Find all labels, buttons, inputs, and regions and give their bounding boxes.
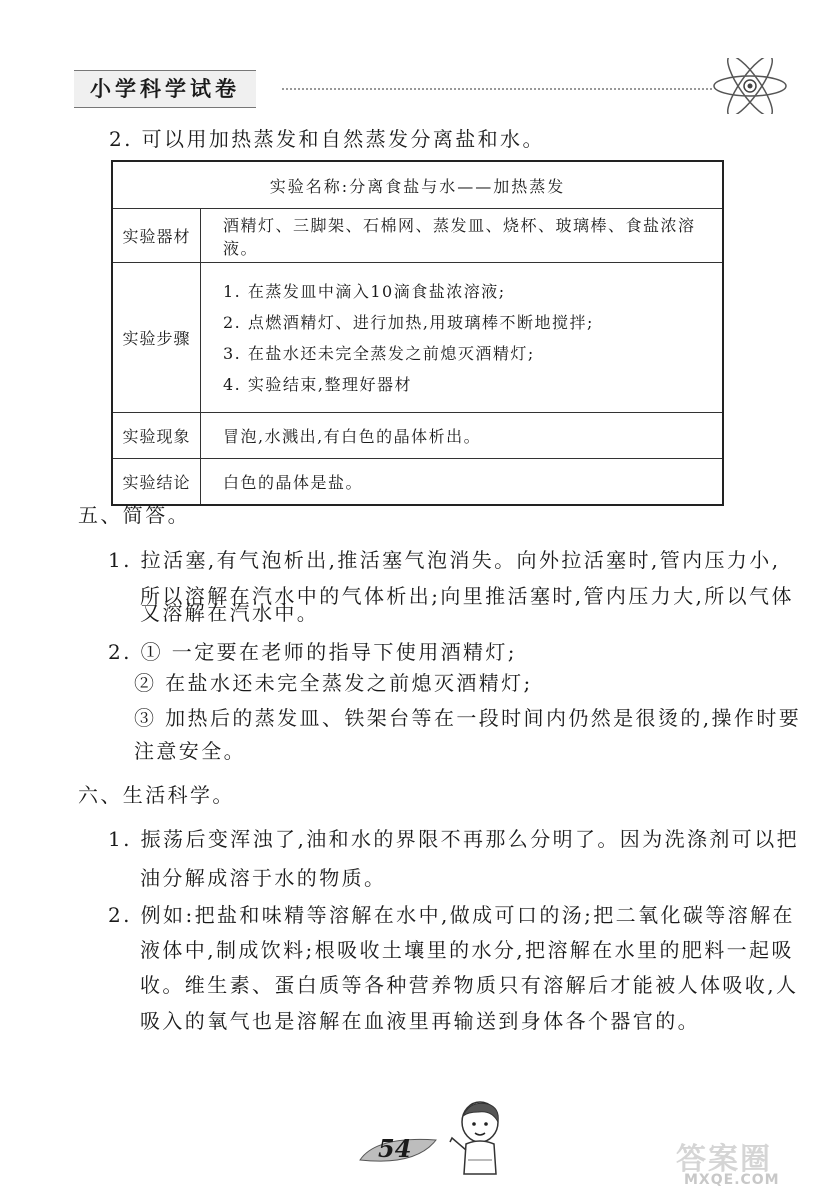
section5-line: ② 在盐水还未完全蒸发之前熄灭酒精灯;	[134, 671, 533, 695]
section6-heading: 六、生活科学。	[78, 783, 235, 807]
section5-heading: 五、简答。	[78, 503, 190, 527]
section6-line: 2. 例如:把盐和味精等溶解在水中,做成可口的汤;把二氧化碳等溶解在	[108, 903, 795, 927]
table-row-steps	[201, 263, 724, 413]
section5-line: 所以溶解在汽水中的气体析出;向里推活塞时,管内压力大,所以气体	[140, 584, 794, 608]
watermark	[676, 1134, 806, 1192]
section5-line: 注意安全。	[134, 739, 246, 763]
step-item: 3. 在盐水还未完全蒸发之前熄灭酒精灯;	[223, 343, 535, 363]
table-row-label: 实验现象	[112, 413, 201, 459]
section6-line: 油分解成溶于水的物质。	[140, 866, 387, 890]
page-header	[62, 58, 762, 110]
step-item: 4. 实验结束,整理好器材	[223, 374, 412, 394]
watermark-text: 答案圈	[676, 1142, 772, 1177]
watermark-url: MXQE.COM	[684, 1172, 780, 1188]
page-number-badge	[356, 1122, 442, 1172]
section4-item-2: 2. 可以用加热蒸发和自然蒸发分离盐和水。	[109, 127, 545, 151]
atom-icon	[710, 58, 790, 114]
section5-line: ③ 加热后的蒸发皿、铁架台等在一段时间内仍然是很烫的,操作时要	[134, 706, 802, 730]
boy-illustration-icon	[448, 1098, 506, 1180]
header-rule	[282, 88, 712, 90]
step-item: 2. 点燃酒精灯、进行加热,用玻璃棒不断地搅拌;	[223, 312, 594, 332]
section5-line: 1. 拉活塞,有气泡析出,推活塞气泡消失。向外拉活塞时,管内压力小,	[108, 548, 781, 572]
section5-line: 又溶解在汽水中。	[140, 601, 320, 625]
section6-line: 1. 振荡后变浑浊了,油和水的界限不再那么分明了。因为洗涤剂可以把	[108, 827, 799, 851]
section6-line: 收。维生素、蛋白质等各种营养物质只有溶解后才能被人体吸收,人	[140, 973, 799, 997]
table-row-label: 实验步骤	[112, 263, 201, 413]
step-item: 1. 在蒸发皿中滴入10滴食盐浓溶液;	[223, 281, 506, 301]
page-number: 54	[378, 1134, 412, 1163]
table-row-content: 冒泡,水溅出,有白色的晶体析出。	[201, 413, 724, 459]
table-row-label: 实验结论	[112, 459, 201, 505]
section6-line: 液体中,制成饮料;根吸收土壤里的水分,把溶解在水里的肥料一起吸	[140, 938, 794, 962]
table-row-content: 白色的晶体是盐。	[201, 459, 724, 505]
table-title: 实验名称:分离食盐与水——加热蒸发	[112, 161, 723, 209]
section5-line: 2. ① 一定要在老师的指导下使用酒精灯;	[108, 640, 517, 664]
table-row-content: 酒精灯、三脚架、石棉网、蒸发皿、烧杯、玻璃棒、食盐浓溶液。	[201, 209, 724, 263]
header-title: 小学科学试卷	[74, 70, 256, 108]
experiment-table	[111, 160, 724, 506]
section6-line: 吸入的氧气也是溶解在血液里再输送到身体各个器官的。	[140, 1009, 700, 1033]
table-row-label: 实验器材	[112, 209, 201, 263]
